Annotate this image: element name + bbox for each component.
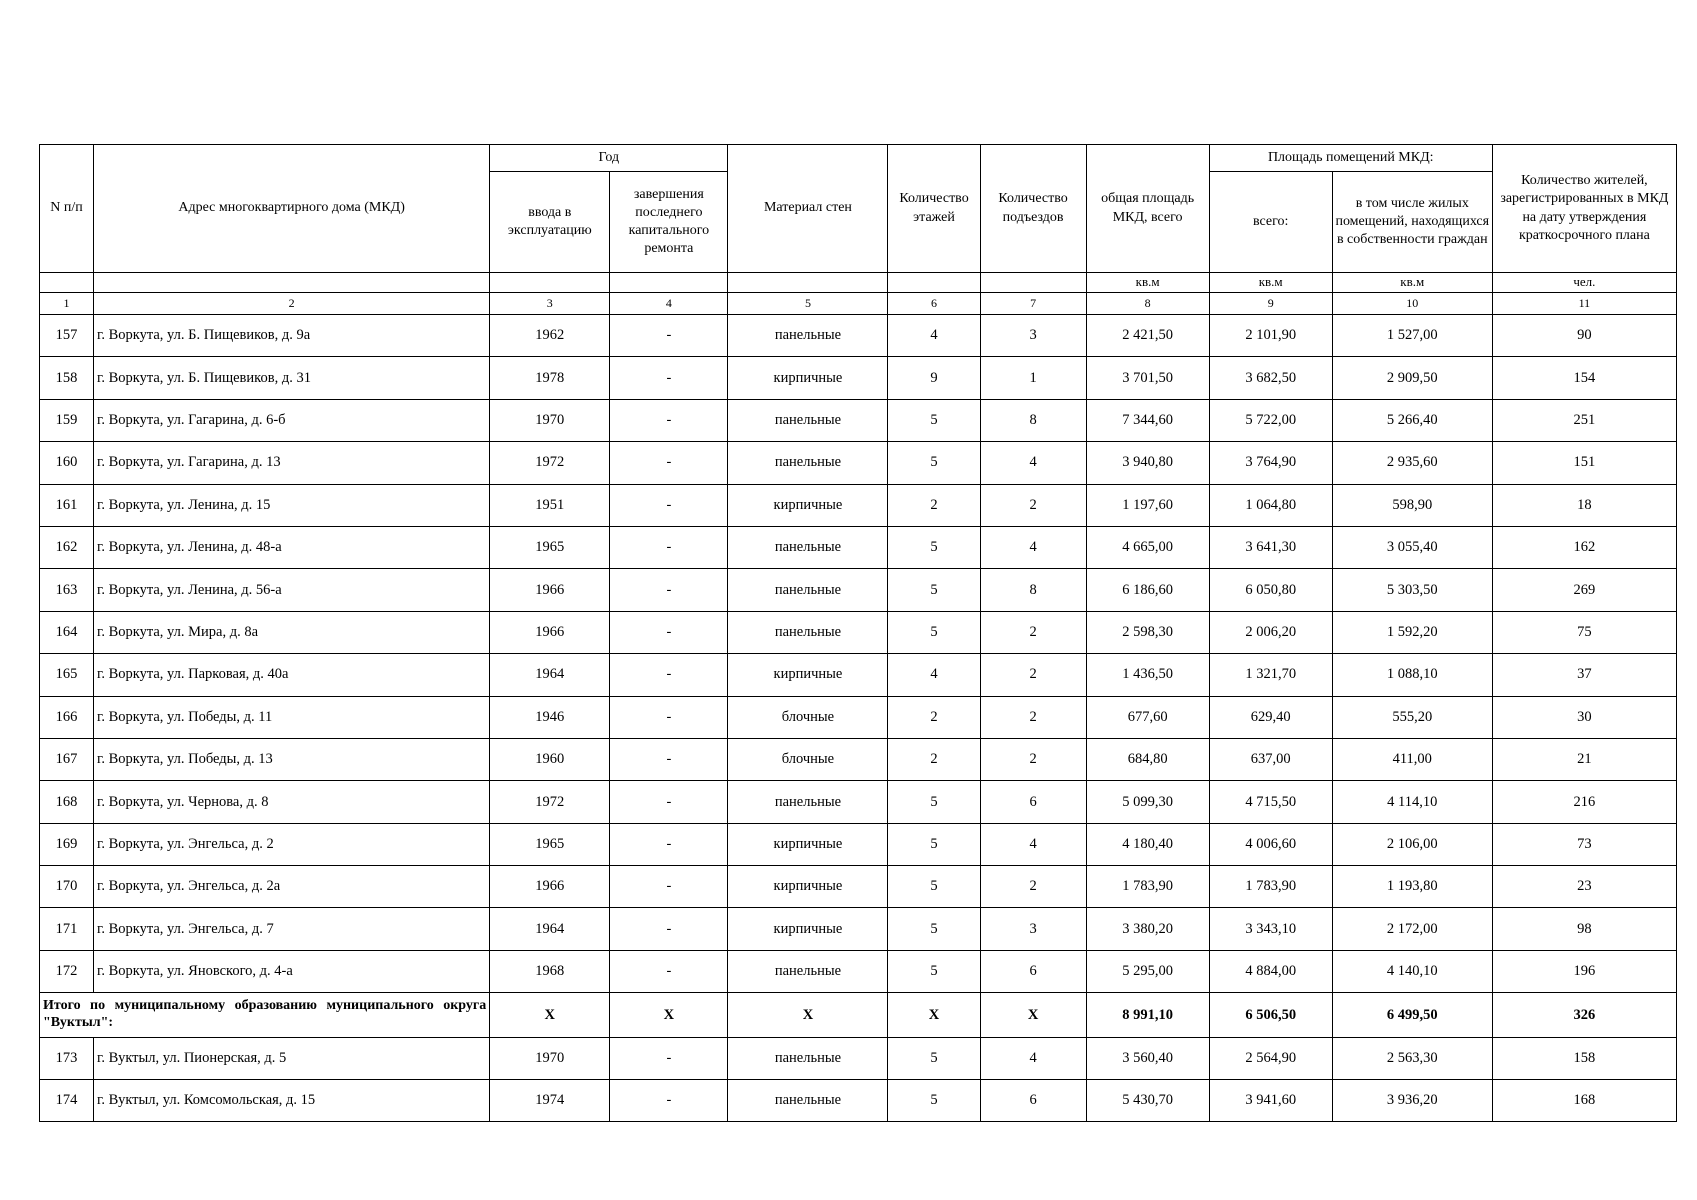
table-cell: панельные (728, 950, 888, 992)
table-cell: - (610, 442, 728, 484)
table-cell: 3 936,20 (1332, 1080, 1492, 1122)
table-cell: 3 940,80 (1086, 442, 1209, 484)
table-cell: 163 (40, 569, 94, 611)
col-address-header: Адрес многоквартирного дома (МКД) (94, 145, 490, 273)
table-cell: 5 266,40 (1332, 399, 1492, 441)
table-cell: 75 (1492, 611, 1676, 653)
total-cell: 6 499,50 (1332, 993, 1492, 1037)
table-cell: 4 665,00 (1086, 526, 1209, 568)
table-cell: 1964 (490, 654, 610, 696)
column-number: 9 (1209, 293, 1332, 315)
table-cell: 1966 (490, 866, 610, 908)
table-cell: 1 197,60 (1086, 484, 1209, 526)
table-header (40, 145, 1677, 315)
table-cell: 172 (40, 950, 94, 992)
table-cell: 164 (40, 611, 94, 653)
table-cell: 4 (980, 442, 1086, 484)
table-cell: - (610, 611, 728, 653)
table-cell: кирпичные (728, 866, 888, 908)
table-cell: 98 (1492, 908, 1676, 950)
table-cell: 1951 (490, 484, 610, 526)
table-cell: - (610, 357, 728, 399)
table-cell: 161 (40, 484, 94, 526)
table-total (40, 993, 1677, 1037)
table-row (40, 399, 1677, 441)
table-cell: панельные (728, 526, 888, 568)
table-cell: 1968 (490, 950, 610, 992)
col-total-area-header: общая площадь МКД, всего (1086, 145, 1209, 273)
table-cell: 4 (888, 654, 980, 696)
table-row (40, 696, 1677, 738)
unit-label: чел. (1492, 273, 1676, 293)
table-cell: панельные (728, 611, 888, 653)
table-cell: 2 563,30 (1332, 1037, 1492, 1079)
total-cell: 8 991,10 (1086, 993, 1209, 1037)
table-cell: 157 (40, 315, 94, 357)
address-cell: г. Воркута, ул. Ленина, д. 15 (94, 484, 490, 526)
table-cell: 4 (980, 1037, 1086, 1079)
table-cell: 158 (1492, 1037, 1676, 1079)
table-cell: 1965 (490, 526, 610, 568)
table-cell: - (610, 1080, 728, 1122)
table-cell: 6 (980, 950, 1086, 992)
table-cell: 2 172,00 (1332, 908, 1492, 950)
total-cell: X (610, 993, 728, 1037)
table-cell: 4 884,00 (1209, 950, 1332, 992)
table-cell: 1970 (490, 1037, 610, 1079)
table-cell: 1 783,90 (1209, 866, 1332, 908)
table-cell: 1 (980, 357, 1086, 399)
table-body-vorkuta (40, 315, 1677, 993)
table-cell: 2 (888, 696, 980, 738)
table-cell: 2 (888, 484, 980, 526)
table-cell: 4 006,60 (1209, 823, 1332, 865)
table-cell: 1 088,10 (1332, 654, 1492, 696)
address-cell: г. Воркута, ул. Энгельса, д. 2а (94, 866, 490, 908)
table-cell: 269 (1492, 569, 1676, 611)
table-cell: - (610, 484, 728, 526)
table-row (40, 866, 1677, 908)
table-row (40, 823, 1677, 865)
table-cell: 3 941,60 (1209, 1080, 1332, 1122)
address-cell: г. Воркута, ул. Чернова, д. 8 (94, 781, 490, 823)
table-cell: 4 140,10 (1332, 950, 1492, 992)
table-cell: - (610, 908, 728, 950)
total-cell: X (728, 993, 888, 1037)
housing-table (39, 144, 1677, 1122)
total-cell: X (888, 993, 980, 1037)
table-cell: 555,20 (1332, 696, 1492, 738)
col-floors-header: Количество этажей (888, 145, 980, 273)
col-year-repair-header: завершения последнего капитального ремонта (610, 172, 728, 273)
table-cell: 2 421,50 (1086, 315, 1209, 357)
col-premises-all-header: всего: (1209, 172, 1332, 273)
table-cell: 1964 (490, 908, 610, 950)
table-cell: 5 (888, 569, 980, 611)
address-cell: г. Воркута, ул. Гагарина, д. 13 (94, 442, 490, 484)
table-cell: 171 (40, 908, 94, 950)
unit-label: кв.м (1209, 273, 1332, 293)
table-cell: 2 (980, 738, 1086, 780)
col-walls-header: Материал стен (728, 145, 888, 273)
address-cell: г. Воркута, ул. Парковая, д. 40а (94, 654, 490, 696)
table-cell: 5 (888, 399, 980, 441)
table-cell: 5 (888, 866, 980, 908)
table-cell: 8 (980, 399, 1086, 441)
table-cell: - (610, 823, 728, 865)
total-cell: 6 506,50 (1209, 993, 1332, 1037)
column-number: 2 (94, 293, 490, 315)
table-cell: 1974 (490, 1080, 610, 1122)
table-cell: 73 (1492, 823, 1676, 865)
address-cell: г. Вуктыл, ул. Пионерская, д. 5 (94, 1037, 490, 1079)
table-row (40, 1080, 1677, 1122)
table-cell: 154 (1492, 357, 1676, 399)
table-cell: 4 (888, 315, 980, 357)
total-cell: X (980, 993, 1086, 1037)
table-cell: 173 (40, 1037, 94, 1079)
table-cell: 160 (40, 442, 94, 484)
table-cell: 684,80 (1086, 738, 1209, 780)
table-cell: 2 (888, 738, 980, 780)
table-cell: 2 101,90 (1209, 315, 1332, 357)
table-row (40, 569, 1677, 611)
table-cell: 170 (40, 866, 94, 908)
column-number: 5 (728, 293, 888, 315)
table-row (40, 484, 1677, 526)
table-cell: - (610, 399, 728, 441)
table-cell: - (610, 696, 728, 738)
table-cell: 1972 (490, 781, 610, 823)
column-number: 4 (610, 293, 728, 315)
table-cell: 166 (40, 696, 94, 738)
table-row (40, 357, 1677, 399)
table-cell: 3 560,40 (1086, 1037, 1209, 1079)
col-year-header: Год (490, 145, 728, 172)
address-cell: г. Воркута, ул. Победы, д. 13 (94, 738, 490, 780)
table-cell: 4 180,40 (1086, 823, 1209, 865)
table-cell: 251 (1492, 399, 1676, 441)
table-cell: 1962 (490, 315, 610, 357)
table-cell: 629,40 (1209, 696, 1332, 738)
table-row (40, 908, 1677, 950)
table-cell: 3 380,20 (1086, 908, 1209, 950)
column-numbers-row (40, 293, 1677, 315)
table-cell: 2 (980, 611, 1086, 653)
table-cell: 1 321,70 (1209, 654, 1332, 696)
table-cell: 168 (1492, 1080, 1676, 1122)
table-cell: 23 (1492, 866, 1676, 908)
column-number: 10 (1332, 293, 1492, 315)
table-cell: 7 344,60 (1086, 399, 1209, 441)
table-cell: 5 (888, 611, 980, 653)
unit-label: кв.м (1086, 273, 1209, 293)
table-cell: кирпичные (728, 908, 888, 950)
table-cell: 8 (980, 569, 1086, 611)
col-premises-living-header: в том числе жилых помещений, находящихся в собственности граждан (1332, 172, 1492, 273)
table-cell: 3 055,40 (1332, 526, 1492, 568)
table-cell: панельные (728, 315, 888, 357)
table-cell: 4 114,10 (1332, 781, 1492, 823)
table-cell: 2 (980, 866, 1086, 908)
table-cell: 1 064,80 (1209, 484, 1332, 526)
table-cell: кирпичные (728, 484, 888, 526)
table-cell: кирпичные (728, 654, 888, 696)
table-cell: 4 (980, 526, 1086, 568)
address-cell: г. Воркута, ул. Победы, д. 11 (94, 696, 490, 738)
table-cell: 5 (888, 823, 980, 865)
table-cell: 2 (980, 696, 1086, 738)
table-cell: 5 (888, 442, 980, 484)
table-cell: 598,90 (1332, 484, 1492, 526)
total-cell: 326 (1492, 993, 1676, 1037)
unit-label: кв.м (1332, 273, 1492, 293)
table-cell: 159 (40, 399, 94, 441)
table-cell: 151 (1492, 442, 1676, 484)
table-cell: 5 295,00 (1086, 950, 1209, 992)
table-cell: 2 935,60 (1332, 442, 1492, 484)
table-cell: 5 (888, 908, 980, 950)
table-cell: 411,00 (1332, 738, 1492, 780)
table-cell: 1978 (490, 357, 610, 399)
table-cell: 1970 (490, 399, 610, 441)
table-cell: 2 (980, 654, 1086, 696)
address-cell: г. Воркута, ул. Ленина, д. 48-а (94, 526, 490, 568)
table-cell: кирпичные (728, 357, 888, 399)
table-cell: блочные (728, 696, 888, 738)
table-cell: 162 (40, 526, 94, 568)
table-row (40, 526, 1677, 568)
address-cell: г. Вуктыл, ул. Комсомольская, д. 15 (94, 1080, 490, 1122)
table-cell: 5 (888, 1037, 980, 1079)
table-cell: - (610, 1037, 728, 1079)
table-cell: 2 006,20 (1209, 611, 1332, 653)
table-cell: 5 (888, 1080, 980, 1122)
table-cell: 1966 (490, 611, 610, 653)
table-row (40, 654, 1677, 696)
table-cell: - (610, 866, 728, 908)
table-cell: 3 (980, 908, 1086, 950)
table-cell: панельные (728, 1080, 888, 1122)
table-cell: 1 193,80 (1332, 866, 1492, 908)
table-cell: 165 (40, 654, 94, 696)
table-cell: 3 701,50 (1086, 357, 1209, 399)
column-number: 3 (490, 293, 610, 315)
table-cell: 168 (40, 781, 94, 823)
col-year-commission-header: ввода в эксплуатацию (490, 172, 610, 273)
table-cell: 162 (1492, 526, 1676, 568)
total-cell: X (490, 993, 610, 1037)
table-cell: 5 (888, 950, 980, 992)
table-cell: 3 641,30 (1209, 526, 1332, 568)
table-row (40, 315, 1677, 357)
col-entrances-header: Количество подъездов (980, 145, 1086, 273)
table-cell: 5 099,30 (1086, 781, 1209, 823)
table-cell: 1960 (490, 738, 610, 780)
address-cell: г. Воркута, ул. Ленина, д. 56-а (94, 569, 490, 611)
table-cell: 5 722,00 (1209, 399, 1332, 441)
table-row (40, 442, 1677, 484)
table-cell: блочные (728, 738, 888, 780)
table-cell: 3 764,90 (1209, 442, 1332, 484)
table-cell: - (610, 781, 728, 823)
table-row (40, 950, 1677, 992)
table-cell: - (610, 315, 728, 357)
table-cell: 5 (888, 781, 980, 823)
table-cell: панельные (728, 1037, 888, 1079)
total-label: Итого по муниципальному образованию муниципального округа "Вуктыл": (40, 993, 490, 1037)
table-cell: 6 (980, 781, 1086, 823)
column-number: 1 (40, 293, 94, 315)
table-cell: кирпичные (728, 823, 888, 865)
table-cell: 169 (40, 823, 94, 865)
table-cell: 2 564,90 (1209, 1037, 1332, 1079)
table-cell: 4 715,50 (1209, 781, 1332, 823)
table-row (40, 611, 1677, 653)
table-cell: 158 (40, 357, 94, 399)
table-cell: 2 598,30 (1086, 611, 1209, 653)
table-cell: 216 (1492, 781, 1676, 823)
table-cell: 2 (980, 484, 1086, 526)
table-cell: 5 (888, 526, 980, 568)
col-premises-header: Площадь помещений МКД: (1209, 145, 1492, 172)
address-cell: г. Воркута, ул. Мира, д. 8а (94, 611, 490, 653)
table-cell: 6 050,80 (1209, 569, 1332, 611)
table-cell: - (610, 950, 728, 992)
table-cell: 196 (1492, 950, 1676, 992)
table-cell: 637,00 (1209, 738, 1332, 780)
address-cell: г. Воркута, ул. Яновского, д. 4-а (94, 950, 490, 992)
column-number: 8 (1086, 293, 1209, 315)
table-cell: панельные (728, 442, 888, 484)
address-cell: г. Воркута, ул. Энгельса, д. 2 (94, 823, 490, 865)
table-cell: 1 436,50 (1086, 654, 1209, 696)
table-cell: панельные (728, 569, 888, 611)
table-cell: 1 592,20 (1332, 611, 1492, 653)
table-cell: 677,60 (1086, 696, 1209, 738)
table-cell: 2 909,50 (1332, 357, 1492, 399)
table-cell: 3 (980, 315, 1086, 357)
column-number: 6 (888, 293, 980, 315)
table-row (40, 738, 1677, 780)
table-cell: 1965 (490, 823, 610, 865)
table-cell: панельные (728, 781, 888, 823)
total-row (40, 993, 1677, 1037)
table-cell: 90 (1492, 315, 1676, 357)
address-cell: г. Воркута, ул. Б. Пищевиков, д. 31 (94, 357, 490, 399)
table-cell: панельные (728, 399, 888, 441)
table-cell: 1972 (490, 442, 610, 484)
table-cell: 5 430,70 (1086, 1080, 1209, 1122)
table-cell: 6 (980, 1080, 1086, 1122)
table-cell: 6 186,60 (1086, 569, 1209, 611)
table-cell: 167 (40, 738, 94, 780)
table-cell: 4 (980, 823, 1086, 865)
table-cell: 2 106,00 (1332, 823, 1492, 865)
table-row (40, 781, 1677, 823)
col-num-header: N п/п (40, 145, 94, 273)
table-cell: 21 (1492, 738, 1676, 780)
table-cell: 1946 (490, 696, 610, 738)
column-number: 7 (980, 293, 1086, 315)
table-cell: - (610, 569, 728, 611)
col-residents-header: Количество жителей, зарегистрированных в МКД на дату утверждения краткосрочного плана (1492, 145, 1676, 273)
table-body-vuktyl (40, 1037, 1677, 1122)
table-cell: 3 343,10 (1209, 908, 1332, 950)
table-cell: 174 (40, 1080, 94, 1122)
table-cell: - (610, 738, 728, 780)
table-cell: 5 303,50 (1332, 569, 1492, 611)
table-cell: 1 527,00 (1332, 315, 1492, 357)
address-cell: г. Воркута, ул. Б. Пищевиков, д. 9а (94, 315, 490, 357)
table-cell: 30 (1492, 696, 1676, 738)
table-cell: - (610, 526, 728, 568)
column-number: 11 (1492, 293, 1676, 315)
table-cell: 3 682,50 (1209, 357, 1332, 399)
table-cell: 1 783,90 (1086, 866, 1209, 908)
address-cell: г. Воркута, ул. Энгельса, д. 7 (94, 908, 490, 950)
table-row (40, 1037, 1677, 1079)
table-cell: 37 (1492, 654, 1676, 696)
table-cell: 1966 (490, 569, 610, 611)
address-cell: г. Воркута, ул. Гагарина, д. 6-б (94, 399, 490, 441)
table-cell: - (610, 654, 728, 696)
table-cell: 9 (888, 357, 980, 399)
table-cell: 18 (1492, 484, 1676, 526)
